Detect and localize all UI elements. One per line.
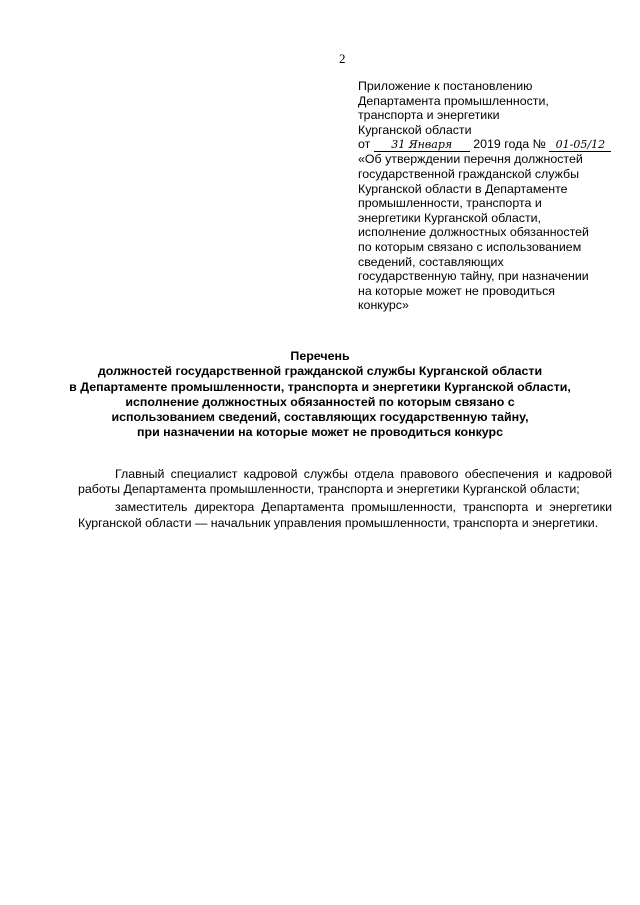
title-line: исполнение должностных обязанностей по которым связано с — [125, 394, 515, 409]
date-prefix: от — [358, 137, 371, 152]
appendix-block — [358, 79, 618, 313]
appendix-quote-line: «Об утверждении перечня должностей — [358, 152, 583, 167]
appendix-quote-line: по которым связано с использованием — [358, 239, 582, 254]
handwritten-number: 01-05/12 — [549, 139, 611, 152]
appendix-quote-line: сведений, составляющих — [358, 254, 504, 269]
position-item: Главный специалист кадровой службы отдела правового обеспечения и кадровой работы Департамента промышленности, транспорта и энергетики Курганской области; — [78, 467, 612, 497]
appendix-quote-line: энергетики Курганской области, — [358, 210, 541, 225]
appendix-quote-line: исполнение должностных обязанностей — [358, 225, 589, 240]
document-title — [60, 349, 580, 441]
appendix-quote-line: государственную тайну, при назначении — [358, 269, 589, 284]
title-line: в Департаменте промышленности, транспорта и энергетики Курганской области, — [69, 379, 571, 394]
appendix-line: Департамента промышленности, — [358, 93, 549, 108]
handwritten-date: 31 Января — [374, 139, 470, 152]
title-line: при назначении на которые может не проводиться конкурс — [137, 425, 503, 440]
title-line: использованием сведений, составляющих государственную тайну, — [111, 410, 529, 425]
title-line: должностей государственной гражданской службы Курганской области — [97, 364, 543, 379]
appendix-line: транспорта и энергетики — [358, 108, 500, 123]
title-heading: Перечень — [290, 349, 350, 363]
appendix-line: Курганской области — [358, 122, 472, 137]
appendix-quote-line: промышленности, транспорта и — [358, 196, 542, 211]
appendix-quote-line: Курганской области в Департаменте — [358, 181, 568, 196]
positions-list — [78, 467, 612, 531]
date-suffix: 2019 года № — [473, 137, 546, 152]
appendix-line: Приложение к постановлению — [358, 79, 533, 93]
appendix-quote-line: конкурс» — [358, 298, 409, 313]
appendix-date-line — [358, 137, 618, 152]
appendix-quote-line: государственной гражданской службы — [358, 166, 580, 181]
position-item: заместитель директора Департамента промышленности, транспорта и энергетики Курганской области — начальник управления промышленности, транспорта и энергетики. — [78, 500, 612, 530]
appendix-quote-line: на которые может не проводиться — [358, 283, 555, 298]
page-number: 2 — [339, 51, 346, 66]
